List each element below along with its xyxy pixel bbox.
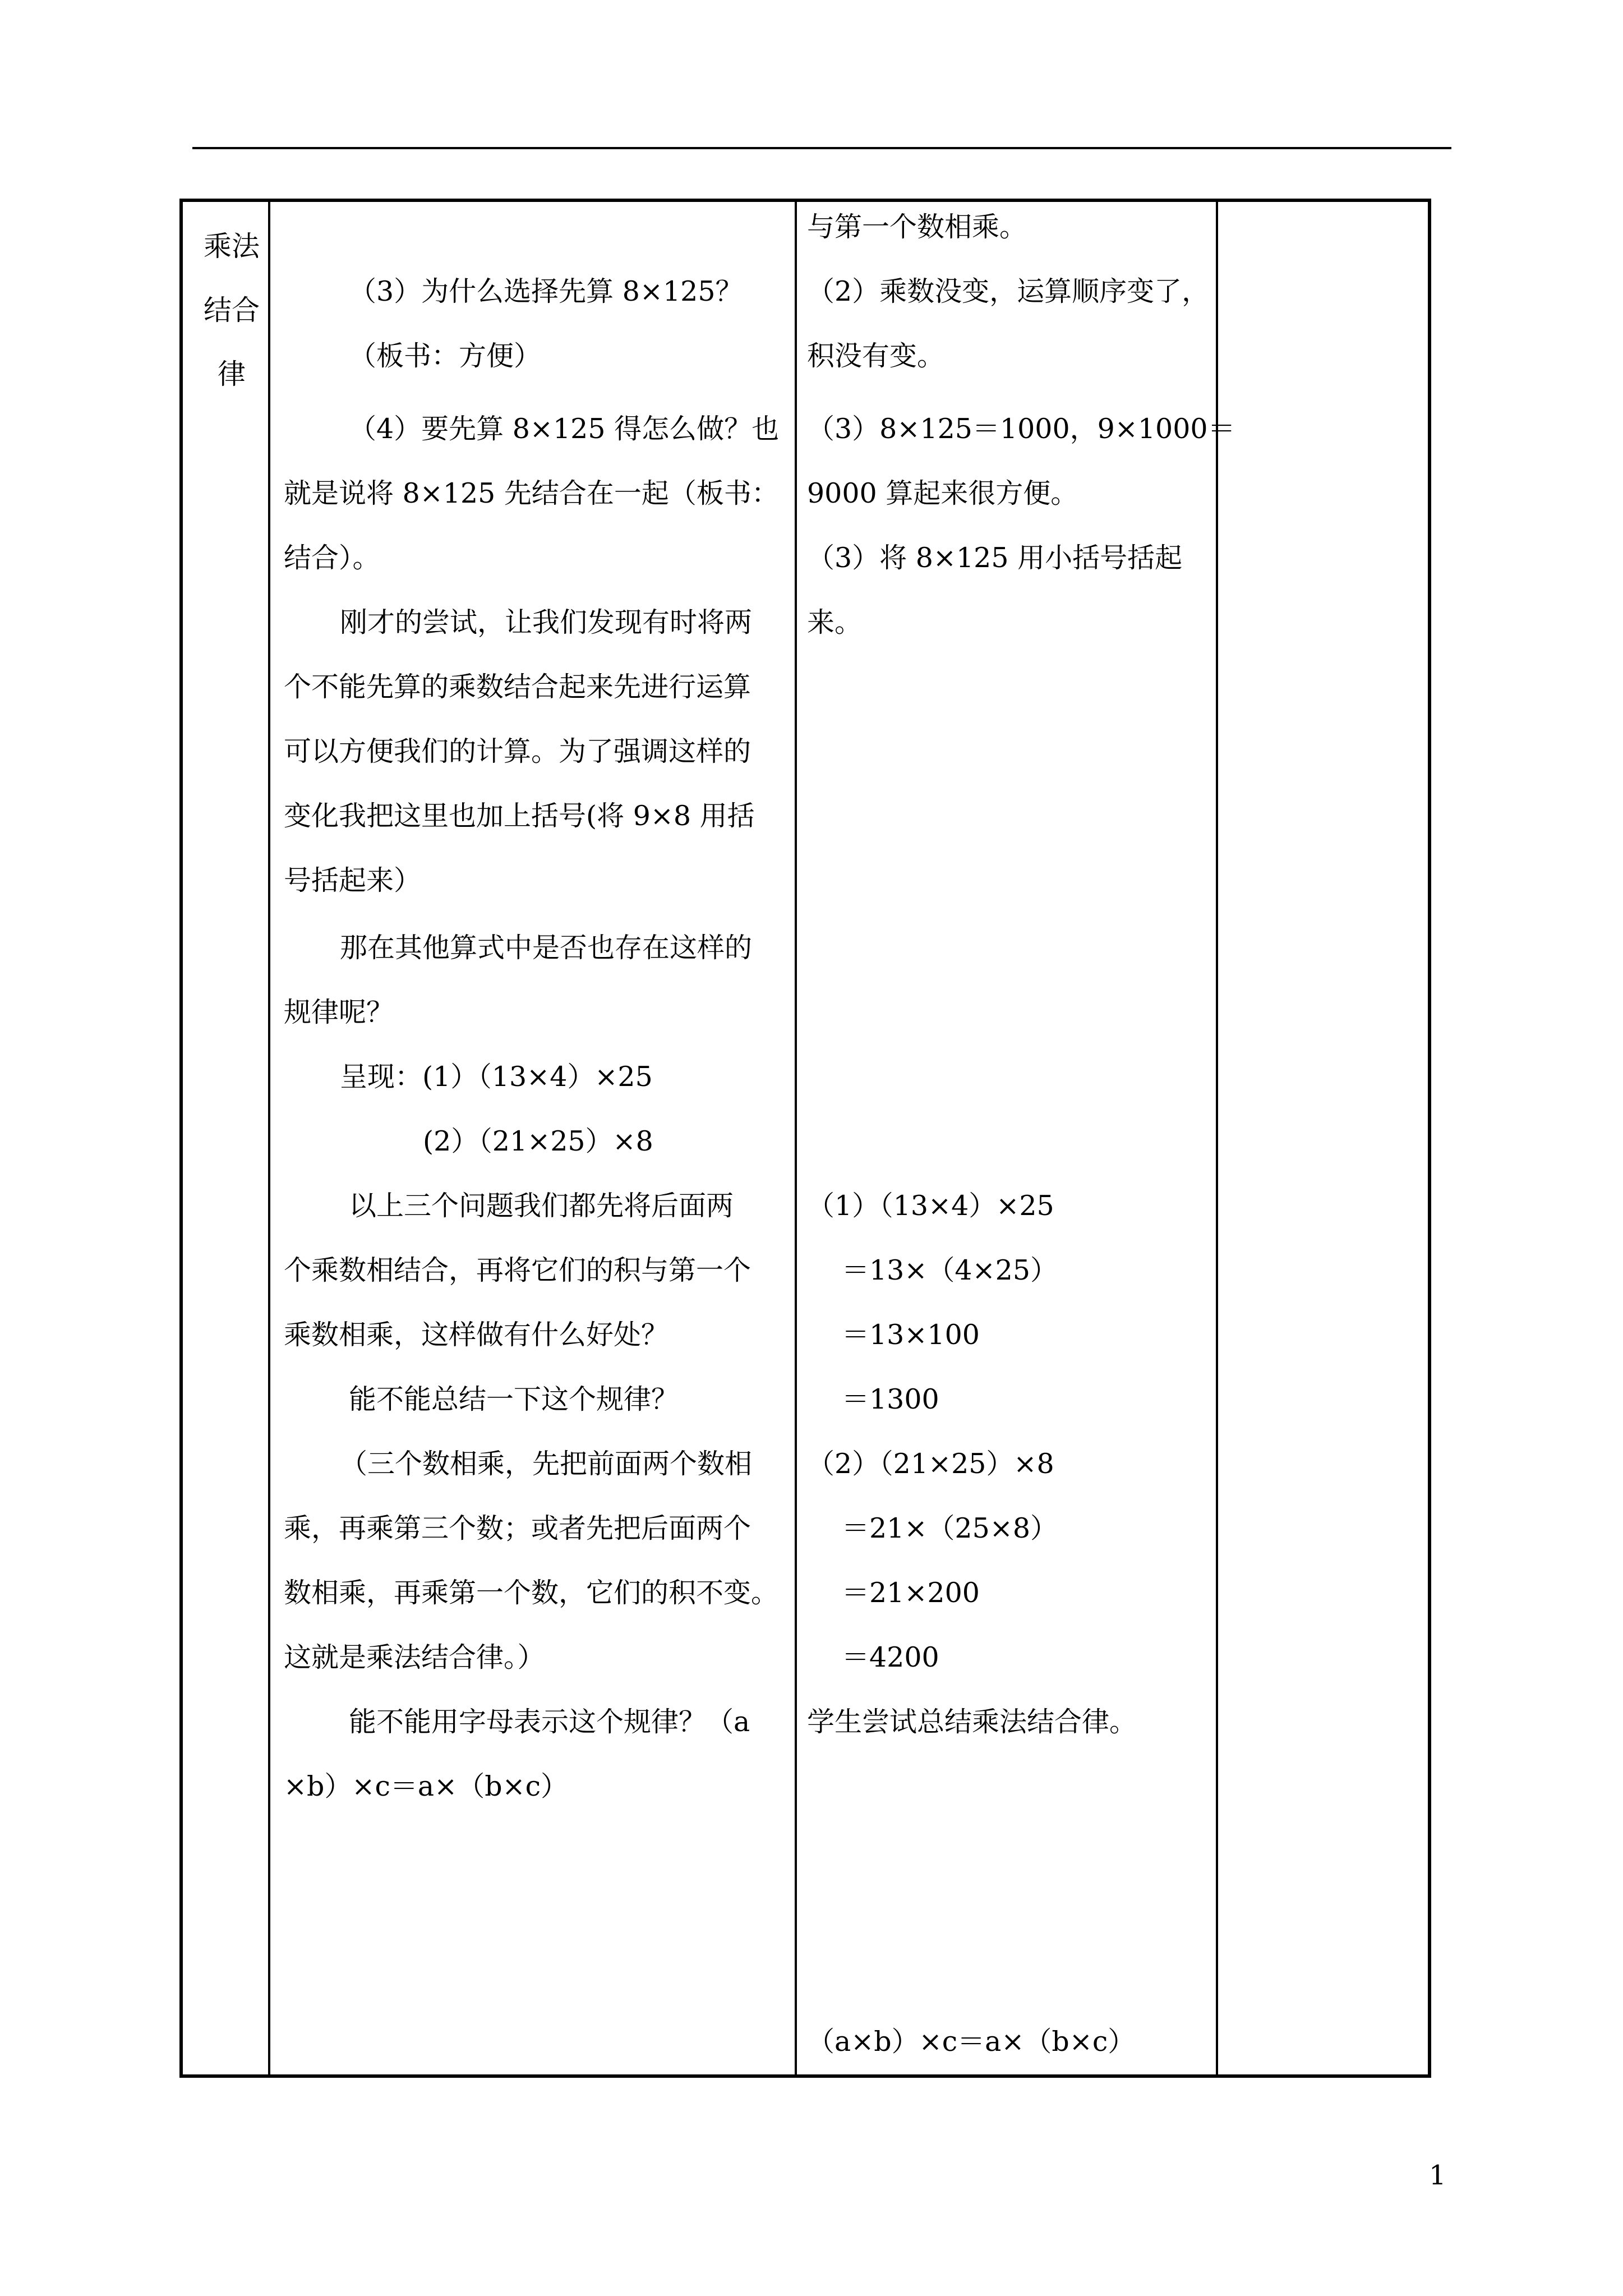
teacher-line: 个乘数相结合，再将它们的积与第一个 (284, 1254, 751, 1286)
topic-label (199, 214, 265, 406)
student-line: （a×b）×c＝a×（b×c） (807, 2026, 1136, 2058)
topic-label-line: 律 (218, 358, 246, 390)
teacher-line: 变化我把这里也加上括号(将 9×8 用括 (284, 800, 755, 832)
teacher-line: ×b）×c＝a×（b×c） (284, 1770, 569, 1802)
page-number: 1 (1429, 2160, 1446, 2191)
header-rule (192, 147, 1451, 149)
student-line: ＝13×（4×25） (842, 1254, 1058, 1286)
teacher-line: 以上三个问题我们都先将后面两 (349, 1190, 734, 1222)
teacher-line: 乘数相乘，这样做有什么好处？ (284, 1319, 669, 1351)
teacher-activity-cell (270, 202, 795, 2074)
student-line: 学生尝试总结乘法结合律。 (807, 1706, 1137, 1738)
teacher-line: 数相乘，再乘第一个数，它们的积不变。 (284, 1577, 779, 1609)
student-line: ＝4200 (842, 1641, 939, 1673)
student-line: 9000 算起来很方便。 (807, 477, 1078, 509)
teacher-line: 就是说将 8×125 先结合在一起（板书： (284, 477, 779, 509)
student-line: ＝21×（25×8） (842, 1512, 1058, 1544)
student-line: （3）8×125＝1000，9×1000＝ (807, 413, 1235, 445)
student-line: 来。 (807, 606, 863, 638)
teacher-line: 乘，再乘第三个数；或者先把后面两个 (284, 1512, 751, 1544)
student-line: （3）将 8×125 用小括号括起 (807, 542, 1183, 574)
teacher-line: （4）要先算 8×125 得怎么做？也 (349, 413, 780, 445)
student-line: ＝13×100 (842, 1319, 980, 1351)
teacher-line: （三个数相乘，先把前面两个数相 (340, 1448, 753, 1480)
teacher-line: 规律呢？ (284, 996, 394, 1028)
student-line: ＝1300 (842, 1383, 939, 1415)
teacher-line: 那在其他算式中是否也存在这样的 (340, 932, 753, 964)
teacher-line: 能不能总结一下这个规律？ (349, 1383, 679, 1415)
teacher-line: 可以方便我们的计算。为了强调这样的 (284, 735, 751, 767)
teacher-line: 能不能用字母表示这个规律？（a (349, 1706, 750, 1738)
teacher-line: 这就是乘法结合律。） (284, 1641, 545, 1673)
remarks-cell (1218, 202, 1428, 2074)
topic-label-line: 乘法 (204, 230, 260, 263)
teacher-line: (2）（21×25）×8 (423, 1125, 653, 1157)
teacher-line: 结合）。 (284, 542, 380, 574)
teacher-line: （板书：方便） (349, 340, 542, 372)
student-line: ＝21×200 (842, 1577, 980, 1609)
student-line: 积没有变。 (807, 340, 945, 372)
teacher-line: 个不能先算的乘数结合起来先进行运算 (284, 671, 751, 703)
topic-label-line: 结合 (204, 294, 260, 326)
student-activity-cell (797, 202, 1235, 2074)
teacher-line: （3）为什么选择先算 8×125？ (349, 275, 743, 307)
student-line: （1）（13×4）×25 (807, 1190, 1054, 1222)
student-line: 与第一个数相乘。 (807, 211, 1027, 243)
student-line: （2）（21×25）×8 (807, 1448, 1054, 1480)
teacher-line: 号括起来） (284, 864, 422, 896)
teacher-line: 呈现：(1）（13×4）×25 (340, 1061, 653, 1093)
topic-cell (183, 202, 268, 2074)
teacher-line: 刚才的尝试，让我们发现有时将两 (340, 606, 753, 638)
student-line: （2）乘数没变，运算顺序变了， (807, 275, 1210, 307)
lesson-table (179, 199, 1431, 2078)
